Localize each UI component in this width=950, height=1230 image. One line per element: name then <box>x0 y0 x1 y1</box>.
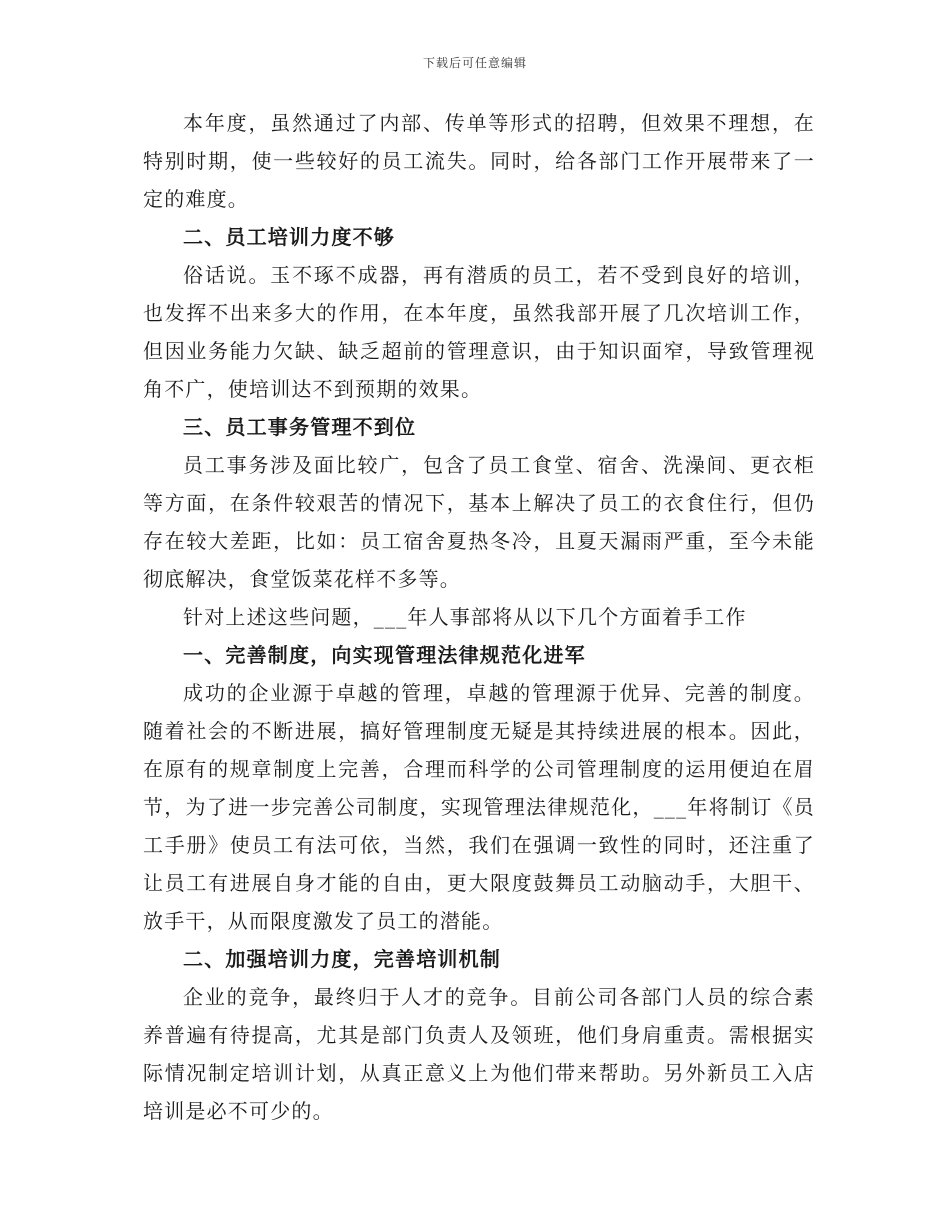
section-heading: 一、完善制度，向实现管理法律规范化进军 <box>183 643 586 667</box>
paragraph: 成功的企业源于卓越的管理，卓越的管理源于优异、完善的制度。随着社会的不断进展，搞好管理制度无疑是其持续进展的根本。因此，在原有的规章制度上完善，合理而科学的公司管理制度的运用便迫在眉节，为了进一步完善公司制度，实现管理法律规范化，___年将制订《员工手册》使员工有法可依，当然，我们在强调一致性的同时，还注重了让员工有进展自身才能的自由，更大限度鼓舞员工动脑动手，大胆干、放手干，从而限度激发了员工的潜能。 <box>143 681 815 933</box>
section-heading: 三、员工事务管理不到位 <box>183 415 417 439</box>
paragraph: 员工事务涉及面比较广，包含了员工食堂、宿舍、洗澡间、更衣柜等方面，在条件较艰苦的情况下，基本上解决了员工的衣食住行，但仍存在较大差距，比如：员工宿舍夏热冬冷，且夏天漏雨严重，至今未能彻底解决，食堂饭菜花样不多等。 <box>143 453 815 591</box>
paragraph: 企业的竞争，最终归于人才的竞争。目前公司各部门人员的综合素养普遍有待提高，尤其是部门负责人及领班，他们身肩重责。需根据实际情况制定培训计划，从真正意义上为他们带来帮助。另外新员工入店培训是必不可少的。 <box>143 985 815 1123</box>
paragraph: 俗话说。玉不琢不成器，再有潜质的员工，若不受到良好的培训，也发挥不出来多大的作用，在本年度，虽然我部开展了几次培训工作，但因业务能力欠缺、缺乏超前的管理意识，由于知识面窄，导致管理视角不广，使培训达不到预期的效果。 <box>143 263 815 401</box>
paragraph: 本年度，虽然通过了内部、传单等形式的招聘，但效果不理想，在特别时期，使一些较好的员工流失。同时，给各部门工作开展带来了一定的难度。 <box>143 111 815 211</box>
section-heading: 二、员工培训力度不够 <box>183 225 395 249</box>
section-heading: 二、加强培训力度，完善培训机制 <box>183 947 501 971</box>
page-header: 下载后可任意编辑 <box>422 56 527 70</box>
document-body <box>143 104 815 1130</box>
paragraph: 针对上述这些问题，___年人事部将从以下几个方面着手工作 <box>183 605 747 629</box>
